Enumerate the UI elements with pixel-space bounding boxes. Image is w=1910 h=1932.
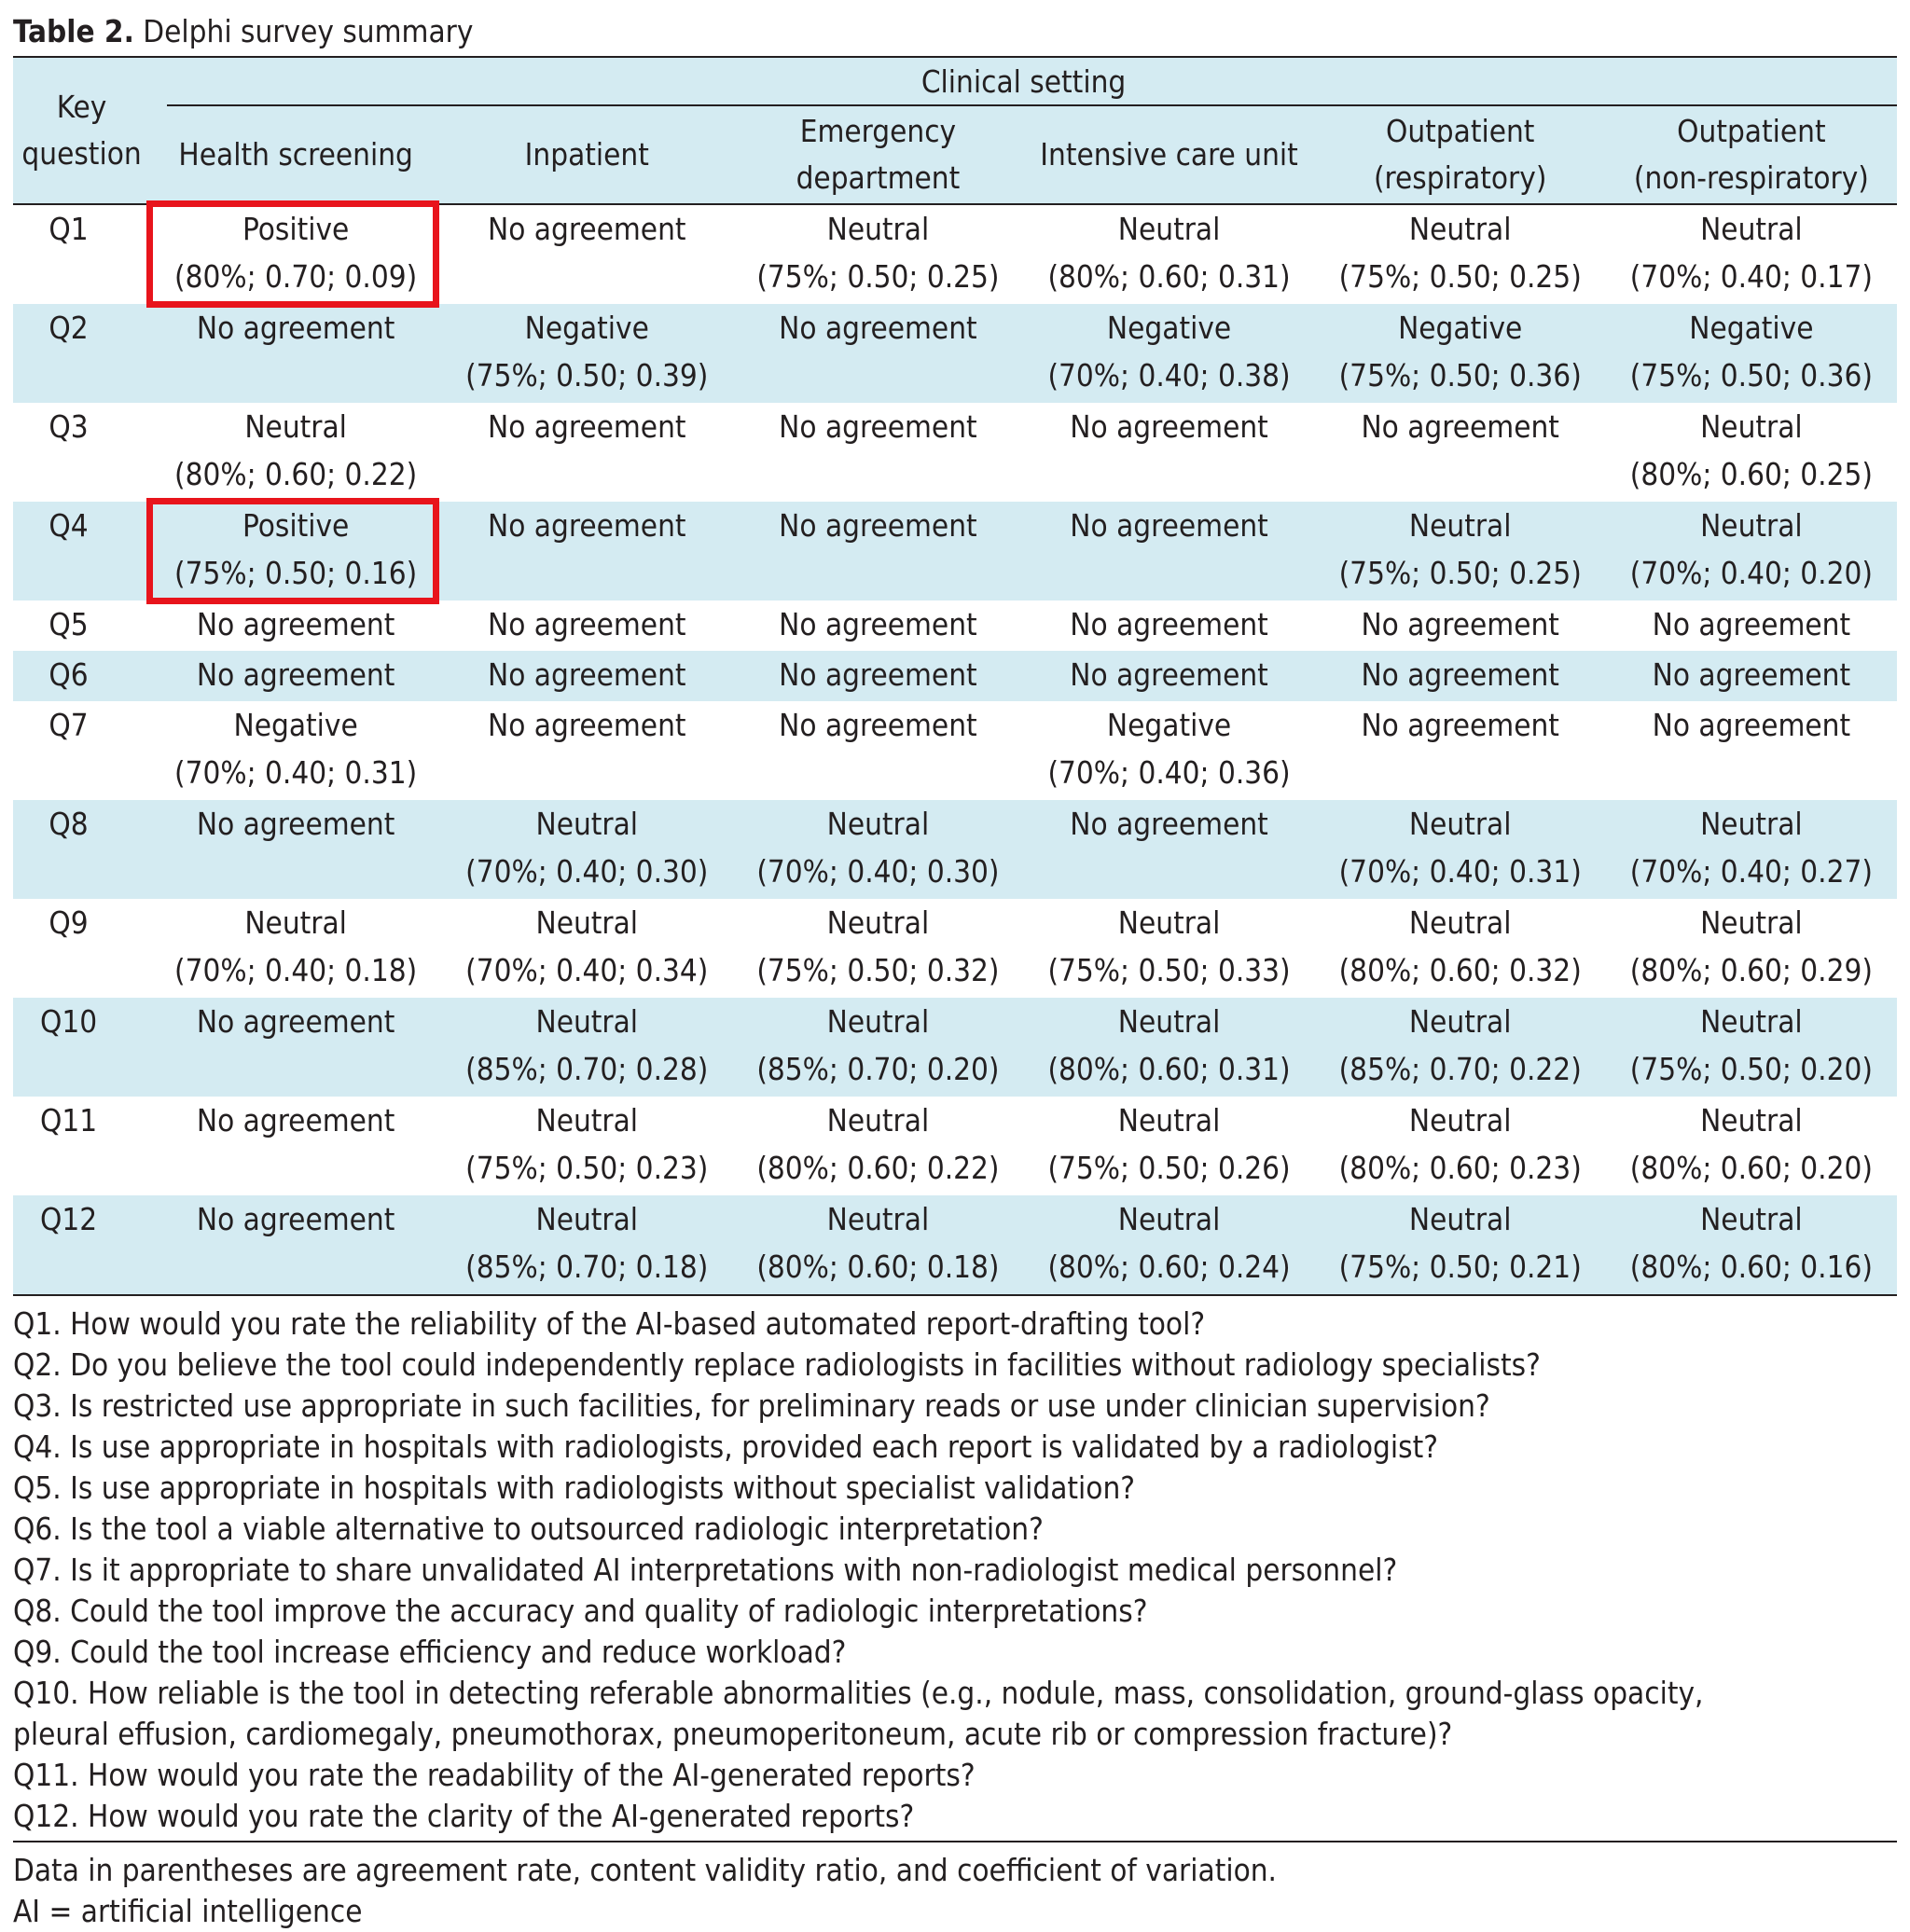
result-cell — [150, 800, 441, 899]
result-cell — [1315, 600, 1606, 651]
result-label: Neutral — [1700, 904, 1803, 941]
result-cell — [732, 800, 1023, 899]
result-cell — [732, 204, 1023, 304]
setting-header-line: Outpatient — [1677, 113, 1826, 149]
result-cell — [441, 304, 732, 403]
result-label: No agreement — [779, 707, 977, 743]
table-footnotes — [13, 1841, 1897, 1932]
result-label: No agreement — [196, 606, 395, 642]
result-cell — [1023, 1097, 1314, 1195]
key-question-cell: Q2 — [13, 304, 150, 403]
setting-header-2 — [732, 106, 1023, 204]
key-question-line-1: Key — [56, 89, 107, 125]
result-cell — [150, 502, 441, 600]
footnote: Data in parentheses are agreement rate, content validity ratio, and coefficient of variation. — [13, 1852, 1277, 1888]
result-stats: (75%; 0.50; 0.23) — [465, 1150, 709, 1186]
result-cell — [441, 998, 732, 1097]
question-note: Q2. Do you believe the tool could independently replace radiologists in facilities without radiology specialists? — [13, 1346, 1541, 1383]
result-stats: (75%; 0.50; 0.36) — [1629, 357, 1873, 393]
table-header — [13, 57, 1897, 204]
question-note: Q6. Is the tool a viable alternative to outsourced radiologic interpretation? — [13, 1511, 1044, 1547]
key-question-cell: Q7 — [48, 707, 89, 743]
key-question-header — [13, 57, 150, 204]
result-stats: (75%; 0.50; 0.25) — [1338, 555, 1582, 591]
result-cell — [441, 651, 732, 701]
key-question-cell: Q3 — [48, 408, 89, 445]
result-label: Neutral — [1117, 1201, 1221, 1237]
question-note: Q1. How would you rate the reliability of the AI-based automated report-drafting tool? — [13, 1305, 1206, 1342]
result-stats: (70%; 0.40; 0.31) — [174, 754, 418, 791]
clinical-setting-label: Clinical setting — [920, 63, 1127, 100]
result-cell — [1606, 1097, 1897, 1195]
result-label: Neutral — [1700, 806, 1803, 842]
setting-header-line: Inpatient — [524, 136, 649, 172]
result-label: No agreement — [1361, 408, 1559, 445]
setting-header-line: Emergency — [799, 113, 957, 149]
setting-header-line: (non-respiratory) — [1633, 159, 1869, 196]
key-question-cell: Q4 — [13, 502, 150, 600]
result-stats: (80%; 0.60; 0.32) — [1338, 952, 1582, 988]
result-label: No agreement — [196, 806, 395, 842]
result-cell — [1023, 998, 1314, 1097]
result-cell — [150, 998, 441, 1097]
result-label: No agreement — [779, 656, 977, 693]
result-stats: (70%; 0.40; 0.20) — [1629, 555, 1873, 591]
table-row — [13, 1195, 1897, 1295]
result-stats: (80%; 0.60; 0.23) — [1338, 1150, 1582, 1186]
result-cell — [1023, 403, 1314, 502]
result-cell — [150, 1097, 441, 1195]
result-label: Neutral — [1700, 507, 1803, 544]
result-cell — [1315, 1195, 1606, 1295]
key-question-cell: Q11 — [39, 1102, 98, 1138]
result-stats: (70%; 0.40; 0.30) — [756, 853, 1000, 890]
result-cell — [1315, 304, 1606, 403]
result-cell — [441, 800, 732, 899]
footnote: AI = artificial intelligence — [13, 1893, 363, 1929]
key-question-cell: Q1 — [48, 211, 89, 247]
result-label: No agreement — [1361, 707, 1559, 743]
key-question-line-2: question — [21, 135, 142, 172]
result-cell — [150, 1195, 441, 1295]
result-stats: (80%; 0.60; 0.18) — [756, 1249, 1000, 1285]
result-cell — [1315, 899, 1606, 998]
result-cell — [150, 403, 441, 502]
result-cell — [1023, 800, 1314, 899]
setting-header-1 — [441, 106, 732, 204]
result-label: No agreement — [1652, 656, 1851, 693]
result-cell — [150, 651, 441, 701]
result-stats: (85%; 0.70; 0.18) — [465, 1249, 709, 1285]
setting-header-0 — [150, 106, 441, 204]
result-cell — [732, 304, 1023, 403]
result-stats: (80%; 0.60; 0.31) — [1047, 258, 1291, 295]
result-stats: (80%; 0.70; 0.09) — [174, 258, 418, 295]
result-label: No agreement — [196, 310, 395, 346]
result-cell — [1606, 502, 1897, 600]
result-cell — [441, 403, 732, 502]
result-cell — [441, 1097, 732, 1195]
result-label: Neutral — [244, 904, 347, 941]
result-label: Neutral — [1700, 1003, 1803, 1040]
result-label: No agreement — [779, 310, 977, 346]
result-cell — [732, 600, 1023, 651]
question-note: Q7. Is it appropriate to share unvalidated AI interpretations with non-radiologist medical personnel? — [13, 1552, 1398, 1588]
result-label: Negative — [1689, 310, 1814, 346]
result-label: No agreement — [488, 211, 686, 247]
result-label: Neutral — [1408, 806, 1512, 842]
result-label: Neutral — [1408, 1201, 1512, 1237]
result-stats: (80%; 0.60; 0.16) — [1629, 1249, 1873, 1285]
result-label: Neutral — [826, 904, 930, 941]
result-label: No agreement — [779, 606, 977, 642]
question-note: Q11. How would you rate the readability of the AI-generated reports? — [13, 1757, 976, 1793]
result-cell — [441, 899, 732, 998]
result-label: No agreement — [1070, 408, 1268, 445]
result-cell — [1606, 998, 1897, 1097]
result-cell — [732, 651, 1023, 701]
result-stats: (75%; 0.50; 0.16) — [174, 555, 418, 591]
result-stats: (85%; 0.70; 0.28) — [465, 1051, 709, 1087]
result-label: No agreement — [196, 1201, 395, 1237]
question-note: Q4. Is use appropriate in hospitals with radiologists, provided each report is validated by a radiologist? — [13, 1428, 1438, 1465]
table-body — [13, 204, 1897, 1295]
result-cell — [150, 304, 441, 403]
setting-header-5 — [1606, 106, 1897, 204]
table-caption-text: Delphi survey summary — [133, 13, 474, 49]
question-note: Q10. How reliable is the tool in detecting referable abnormalities (e.g., nodule, mass, consolidation, ground-glass opacity, — [13, 1675, 1704, 1711]
result-stats: (70%; 0.40; 0.27) — [1629, 853, 1873, 890]
question-note: Q8. Could the tool improve the accuracy and quality of radiologic interpretations? — [13, 1593, 1148, 1629]
result-cell — [732, 502, 1023, 600]
result-cell — [732, 403, 1023, 502]
table-figure — [13, 11, 1897, 1932]
result-cell — [150, 899, 441, 998]
result-label: Neutral — [535, 1201, 639, 1237]
result-stats: (80%; 0.60; 0.22) — [756, 1150, 1000, 1186]
result-cell — [1023, 701, 1314, 800]
result-label: No agreement — [196, 1003, 395, 1040]
result-stats: (75%; 0.50; 0.21) — [1338, 1249, 1582, 1285]
result-cell — [1023, 651, 1314, 701]
result-label: Negative — [1106, 707, 1232, 743]
result-label: No agreement — [196, 656, 395, 693]
setting-header-4 — [1315, 106, 1606, 204]
result-cell — [732, 701, 1023, 800]
result-stats: (80%; 0.60; 0.20) — [1629, 1150, 1873, 1186]
result-label: No agreement — [488, 656, 686, 693]
result-cell — [1606, 701, 1897, 800]
table-row — [13, 600, 1897, 651]
result-cell — [732, 899, 1023, 998]
result-cell — [1315, 403, 1606, 502]
result-cell — [1023, 204, 1314, 304]
result-label: Neutral — [535, 806, 639, 842]
result-cell — [732, 1195, 1023, 1295]
result-label: No agreement — [488, 606, 686, 642]
result-label: Neutral — [535, 904, 639, 941]
result-cell — [1606, 304, 1897, 403]
result-cell — [1315, 1097, 1606, 1195]
result-cell — [441, 502, 732, 600]
result-cell — [441, 600, 732, 651]
result-label: No agreement — [1070, 507, 1268, 544]
result-cell — [1315, 701, 1606, 800]
result-label: Neutral — [1408, 211, 1512, 247]
result-stats: (85%; 0.70; 0.20) — [756, 1051, 1000, 1087]
question-notes — [13, 1296, 1897, 1837]
result-cell — [1023, 304, 1314, 403]
table-row — [13, 304, 1897, 403]
result-cell — [1606, 1195, 1897, 1295]
result-label: Neutral — [1117, 1102, 1221, 1138]
result-stats: (70%; 0.40; 0.18) — [174, 952, 418, 988]
result-cell — [441, 1195, 732, 1295]
result-stats: (70%; 0.40; 0.30) — [465, 853, 709, 890]
result-cell — [150, 600, 441, 651]
result-label: No agreement — [196, 1102, 395, 1138]
table-row — [13, 899, 1897, 998]
clinical-setting-header — [150, 57, 1897, 106]
result-label: Negative — [524, 310, 649, 346]
result-cell — [150, 204, 441, 304]
result-label: Positive — [242, 211, 350, 247]
table-row — [13, 502, 1897, 600]
result-cell — [1023, 600, 1314, 651]
table-caption — [13, 11, 1897, 56]
result-cell — [732, 998, 1023, 1097]
result-stats: (75%; 0.50; 0.25) — [756, 258, 1000, 295]
clinical-setting-rule — [167, 104, 1897, 106]
result-label: Neutral — [1700, 1201, 1803, 1237]
result-cell — [1606, 651, 1897, 701]
setting-header-line: (respiratory) — [1373, 159, 1547, 196]
result-cell — [1315, 998, 1606, 1097]
result-cell — [1315, 800, 1606, 899]
result-label: No agreement — [1070, 806, 1268, 842]
result-label: Neutral — [535, 1003, 639, 1040]
result-label: No agreement — [1361, 656, 1559, 693]
result-stats: (75%; 0.50; 0.39) — [465, 357, 709, 393]
result-cell — [1315, 651, 1606, 701]
result-cell — [1023, 502, 1314, 600]
result-cell — [1606, 204, 1897, 304]
result-label: No agreement — [1652, 707, 1851, 743]
result-label: No agreement — [1361, 606, 1559, 642]
result-label: Neutral — [1117, 904, 1221, 941]
result-cell — [441, 204, 732, 304]
result-cell — [1023, 1195, 1314, 1295]
setting-header-line: Intensive care unit — [1040, 136, 1298, 172]
question-note: Q9. Could the tool increase efficiency and reduce workload? — [13, 1634, 847, 1670]
key-question-cell: Q5 — [48, 606, 89, 642]
question-note: Q5. Is use appropriate in hospitals with radiologists without specialist validation? — [13, 1470, 1136, 1506]
delphi-summary-table — [13, 56, 1897, 1296]
setting-header-row — [13, 106, 1897, 204]
setting-header-line: Outpatient — [1385, 113, 1535, 149]
result-label: Neutral — [1700, 1102, 1803, 1138]
result-label: Negative — [1106, 310, 1232, 346]
result-cell — [1315, 502, 1606, 600]
result-label: No agreement — [779, 408, 977, 445]
table-row — [13, 403, 1897, 502]
table-row — [13, 651, 1897, 701]
result-stats: (75%; 0.50; 0.33) — [1047, 952, 1291, 988]
result-stats: (70%; 0.40; 0.31) — [1338, 853, 1582, 890]
result-stats: (80%; 0.60; 0.29) — [1629, 952, 1873, 988]
result-cell — [1606, 800, 1897, 899]
result-label: Positive — [242, 507, 350, 544]
question-note: Q12. How would you rate the clarity of the AI-generated reports? — [13, 1798, 915, 1834]
key-question-cell: Q9 — [48, 904, 89, 941]
result-stats: (80%; 0.60; 0.31) — [1047, 1051, 1291, 1087]
result-label: Neutral — [826, 211, 930, 247]
result-stats: (75%; 0.50; 0.26) — [1047, 1150, 1291, 1186]
result-stats: (75%; 0.50; 0.36) — [1338, 357, 1582, 393]
result-label: Neutral — [1700, 211, 1803, 247]
table-row — [13, 204, 1897, 304]
result-label: Neutral — [1408, 904, 1512, 941]
result-stats: (80%; 0.60; 0.25) — [1629, 456, 1873, 492]
question-note: Q3. Is restricted use appropriate in such facilities, for preliminary reads or use under clinician supervision? — [13, 1387, 1490, 1424]
result-label: Neutral — [826, 1201, 930, 1237]
result-label: Neutral — [535, 1102, 639, 1138]
table-row — [13, 701, 1897, 800]
result-label: No agreement — [1652, 606, 1851, 642]
setting-header-3 — [1023, 106, 1314, 204]
result-stats: (75%; 0.50; 0.20) — [1629, 1051, 1873, 1087]
result-cell — [732, 1097, 1023, 1195]
result-label: No agreement — [1070, 656, 1268, 693]
result-label: No agreement — [1070, 606, 1268, 642]
result-cell — [150, 701, 441, 800]
result-stats: (70%; 0.40; 0.38) — [1047, 357, 1291, 393]
result-label: Neutral — [1117, 211, 1221, 247]
result-cell — [1315, 204, 1606, 304]
result-label: Neutral — [826, 806, 930, 842]
result-label: Neutral — [1408, 1102, 1512, 1138]
result-label: Negative — [1398, 310, 1523, 346]
key-question-cell: Q12 — [13, 1195, 150, 1295]
result-cell — [1023, 899, 1314, 998]
table-row — [13, 800, 1897, 899]
table-row — [13, 1097, 1897, 1195]
result-stats: (70%; 0.40; 0.34) — [465, 952, 709, 988]
result-stats: (70%; 0.40; 0.17) — [1629, 258, 1873, 295]
result-label: Neutral — [1700, 408, 1803, 445]
key-question-cell: Q8 — [13, 800, 150, 899]
result-label: Neutral — [244, 408, 347, 445]
result-stats: (85%; 0.70; 0.22) — [1338, 1051, 1582, 1087]
result-label: Negative — [233, 707, 358, 743]
result-label: No agreement — [488, 507, 686, 544]
table-caption-label: Table 2. — [13, 13, 134, 49]
result-stats: (80%; 0.60; 0.22) — [174, 456, 418, 492]
result-label: Neutral — [1408, 507, 1512, 544]
result-cell — [441, 701, 732, 800]
result-stats: (75%; 0.50; 0.32) — [756, 952, 1000, 988]
result-stats: (70%; 0.40; 0.36) — [1047, 754, 1291, 791]
result-label: Neutral — [1117, 1003, 1221, 1040]
setting-header-line: Health screening — [178, 136, 413, 172]
result-label: No agreement — [779, 507, 977, 544]
result-stats: (80%; 0.60; 0.24) — [1047, 1249, 1291, 1285]
result-cell — [1606, 403, 1897, 502]
key-question-cell: Q10 — [13, 998, 150, 1097]
result-label: Neutral — [826, 1003, 930, 1040]
table-container — [13, 56, 1897, 1296]
result-label: No agreement — [488, 707, 686, 743]
result-label: Neutral — [1408, 1003, 1512, 1040]
table-row — [13, 998, 1897, 1097]
result-label: No agreement — [488, 408, 686, 445]
key-question-cell: Q6 — [13, 651, 150, 701]
result-stats: (75%; 0.50; 0.25) — [1338, 258, 1582, 295]
result-cell — [1606, 600, 1897, 651]
question-note: pleural effusion, cardiomegaly, pneumothorax, pneumoperitoneum, acute rib or compression fracture)? — [13, 1716, 1453, 1752]
result-cell — [1606, 899, 1897, 998]
setting-header-line: department — [796, 159, 961, 196]
result-label: Neutral — [826, 1102, 930, 1138]
